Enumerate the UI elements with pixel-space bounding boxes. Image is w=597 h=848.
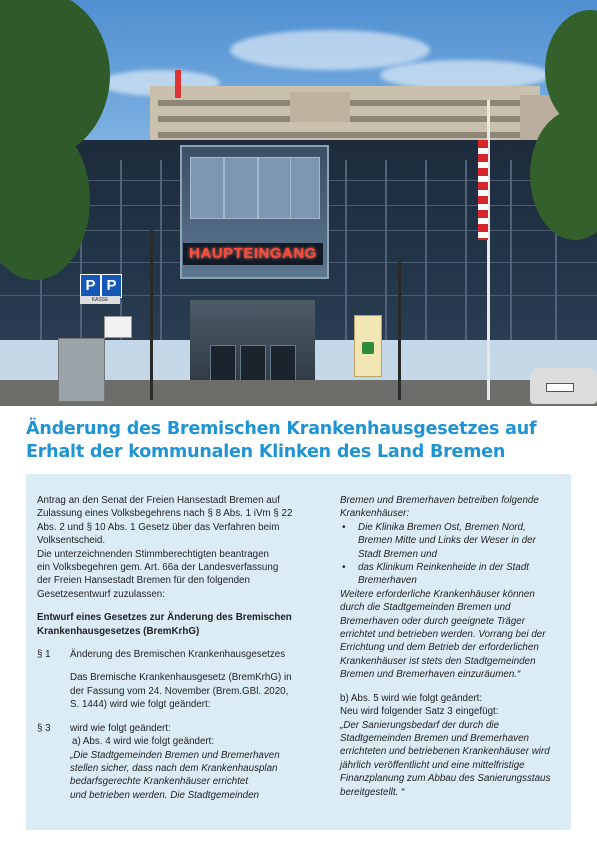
- bullet-icon: •: [342, 562, 346, 574]
- quote-paragraph: Weitere erforderliche Krankenhäuser können durch die Stadtgemeinden Bremen und Bremerhaven oder durch geeignete Träger errichtet und betrieben werden. Vorrang bei der Errichtung und dem Betrieb der erforderlichen Krankenhäuser ist stets den Stadtgemeinden Bremen und Bremerhaven einzuräumen.“: [340, 588, 546, 681]
- amendment-a: a) Abs. 4 wird wie folgt geändert:: [72, 736, 215, 748]
- title-line: Änderung des Bremischen Krankenhausgesetzes auf: [26, 419, 537, 439]
- intro-paragraph: Antrag an den Senat der Freien Hansestadt Bremen auf Zulassung eines Volksbegehrens nach § 8 Abs. 1 iVm § 22 Abs. 2 und § 10 Abs. 1 Gesetz über das Verfahren beim Volksentscheid.: [37, 495, 293, 547]
- amendment-b-quote: „Der Sanierungsbedarf der durch die Stadtgemeinden Bremen und Bremerhaven errichteten und betriebenen Krankenhäuser wird jährlich veröffentlicht und eine mittelfristige Finanzplanung zum Abbau des Sanierungsstaus bereitgestellt. “: [340, 719, 551, 798]
- request-paragraph: Die unterzeichnenden Stimmberechtigten beantragen ein Volksbegehren gem. Art. 66a der Landesverfassung der Freien Hansestadt Bremen für den folgenden Gesetzesentwurf zuzulassen:: [37, 548, 279, 600]
- ticket-booth: [58, 338, 105, 402]
- section-3-heading: [37, 722, 302, 735]
- bullet-icon: •: [342, 521, 346, 533]
- section-1-body: Das Bremische Krankenhausgesetz (BremKrhG) in der Fassung vom 24. November (Brem.GBl. 2020, S. 1444) wird wie folgt geändert:: [70, 672, 292, 711]
- list-item: • Die Klinika Bremen Ost, Bremen Nord, Bremen Mitte und Links der Weser in der Stadt Bremen und: [342, 521, 536, 560]
- antenna: [175, 70, 181, 98]
- parking-sign: P: [80, 274, 101, 298]
- section-text: wird wie folgt geändert:: [70, 722, 171, 734]
- parking-sign: P: [101, 274, 122, 298]
- entrance-sign-text: HAUPTEINGANG: [189, 245, 317, 262]
- pedestrian-sign: [354, 315, 382, 377]
- title-line: Erhalt der kommunalen Klinken des Land Bremen: [26, 442, 506, 462]
- page-title: [26, 418, 586, 464]
- parking-label: KASSE: [80, 296, 120, 304]
- street-lamp: [398, 262, 401, 400]
- amendment-a-quote: „Die Stadtgemeinden Bremen und Bremerhaven stellen sicher, dass nach dem Krankenhausplan bedarfsgerechte Krankenhäuser errichtet und betrieben werden. Die Stadtgemeinden: [70, 749, 280, 801]
- cloud: [230, 30, 430, 70]
- petition-text-box: [26, 474, 571, 830]
- right-column: [340, 494, 560, 799]
- section-number: § 3: [37, 722, 51, 734]
- quote-continuation: Bremen und Bremerhaven betreiben folgende Krankenhäuser:: [340, 495, 539, 520]
- section-1-heading: [37, 648, 302, 661]
- street-lamp: [150, 230, 153, 400]
- section-number: § 1: [37, 649, 51, 661]
- hospital-entrance-photo: [0, 0, 597, 406]
- hospital-list: [340, 521, 560, 588]
- bremen-flag: [478, 140, 488, 240]
- amendment-b: b) Abs. 5 wird wie folgt geändert: Neu wird folgender Satz 3 eingefügt:: [340, 692, 499, 718]
- list-item: • das Klinikum Reinkenheide in der Stadt Bremerhaven: [342, 562, 530, 587]
- license-plate: [546, 383, 574, 392]
- draft-heading: Entwurf eines Gesetzes zur Änderung des Bremischen Krankenhausgesetzes (BremKrhG): [37, 612, 292, 637]
- info-board: [104, 316, 132, 338]
- tower-roof: [290, 92, 350, 122]
- section-title: Änderung des Bremischen Krankenhausgesetzes: [70, 649, 286, 661]
- left-column: [37, 494, 302, 802]
